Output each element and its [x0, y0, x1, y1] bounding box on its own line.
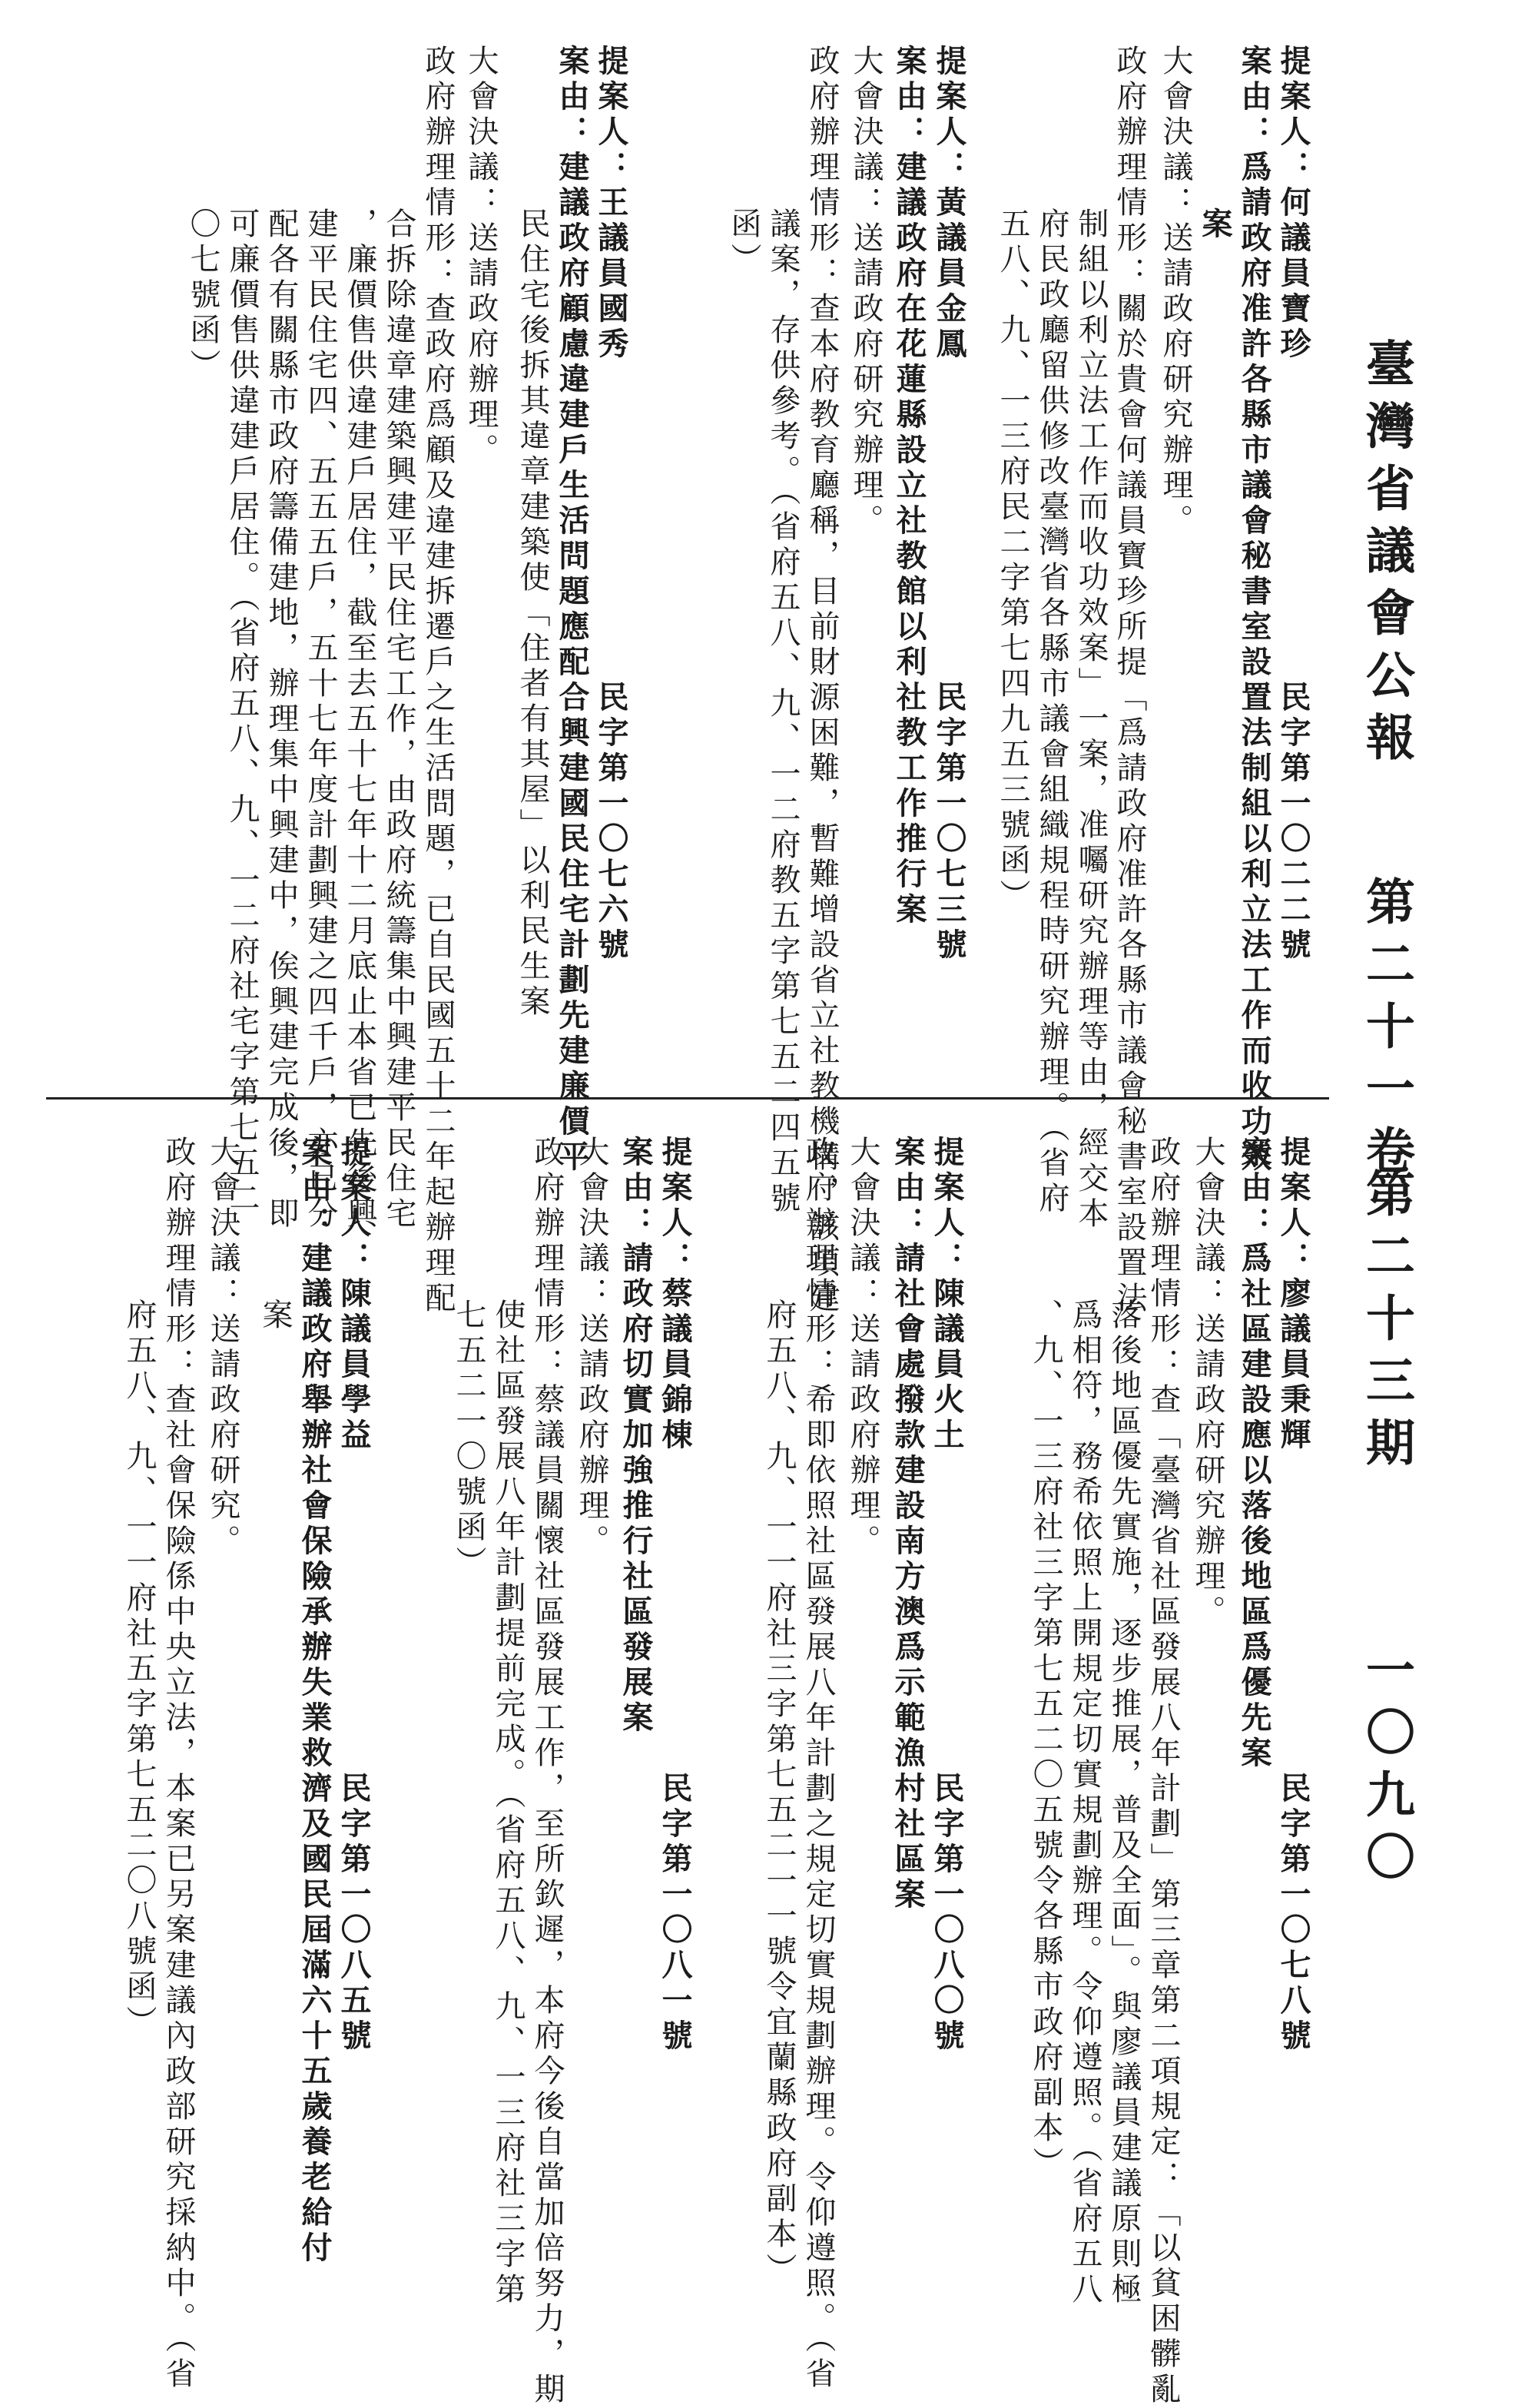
proposer-line: 提案人：陳議員火土 民字第一〇八〇號: [929, 1136, 965, 2055]
subject-line: 案: [1197, 207, 1233, 243]
proposer-line: 提案人：廖議員秉輝 民字第一〇七八號: [1275, 1136, 1311, 2055]
response-text: 、九、一三府社三字第七五二〇五號令各縣市政府副本）: [1028, 1299, 1063, 2182]
subject-line: 案由：建議政府舉辦社會保險承辦失業救濟及國民屆滿六十五歲養老給付: [297, 1136, 333, 2267]
assembly-resolution: 大會決議：送請政府辦理。: [574, 1136, 609, 1560]
government-response: 政府辦理情形：查社會保險係中央立法，本案已另案建議內政部研究採納中。（省: [161, 1136, 196, 2393]
government-response: 政府辦理情形：關於貴會何議員寶珍所提「爲請政府准許各縣市議會秘書室設置法: [1112, 45, 1147, 1317]
assembly-resolution: 大會決議：送請政府研究辦理。: [848, 45, 884, 539]
issue-number: 第二十三期: [1358, 1168, 1415, 1479]
proposer-line: 提案人：蔡議員錦棟 民字第一〇八一號: [657, 1136, 693, 2055]
response-text: 建平民住宅四、五五五戶，五十七年度計劃興建之四千戶，亦已分: [303, 207, 338, 1232]
subject-line: 民住宅後拆其違章建築使「住者有其屋」以利民生案: [515, 207, 550, 1020]
response-text: 〇七號函）: [185, 207, 220, 384]
volume-number: 第二十一卷: [1358, 876, 1415, 1187]
response-text: 使社區發展八年計劃提前完成。（省府五八、九、一三府社三字第: [490, 1299, 525, 2308]
page-number: 一〇九〇: [1358, 1644, 1415, 1893]
bulletin-title: 臺灣省議會公報: [1358, 338, 1415, 774]
response-text: 五八、九、一三府民二字第七四九五三號函）: [995, 207, 1030, 914]
response-text: 合拆除違章建築興建平民住宅工作，由政府統籌集中興建平民住宅: [381, 207, 416, 1232]
response-text: 配各有關縣市政府籌備建地，辦理集中興建中，俟興建完成後，即: [264, 207, 299, 1232]
proposer-line: 提案人：黃議員金鳳 民字第一〇七三號: [931, 45, 967, 964]
response-text: 府五八、九、一一府社三字第七五二一一號令宜蘭縣政府副本）: [761, 1299, 797, 2288]
proposer-line: 提案人：陳議員學益 民字第一〇八五號: [336, 1136, 372, 2055]
response-text: 爲相符，務希依照上開規定切實規劃辦理。令仰遵照。（省府五八: [1067, 1299, 1102, 2308]
subject-line: 案由：請社會處撥款建設南方澳爲示範漁村社區案: [890, 1136, 926, 1913]
subject-line: 案由：爲請政府准許各縣市議會秘書室設置法制組以利立法工作而收功效: [1236, 45, 1272, 1176]
assembly-resolution: 大會決議：送請政府辦理。: [463, 45, 499, 469]
response-text: 可廉價售供違建戶居住。（省府五八、九、一二府社宅字第七五二: [224, 207, 260, 1217]
subject-line: 案由：請政府切實加強推行社區發展案: [618, 1136, 654, 1736]
response-text: 制組以利立法工作而收功效案」一案，准囑研究辦理等由，經交本: [1073, 207, 1109, 1232]
government-response: 政府辦理情形：查「臺灣省社區發展八年計劃」第三章第二項規定：「以貧困髒亂: [1145, 1136, 1181, 2408]
section-divider: [46, 1097, 1329, 1100]
assembly-resolution: 大會決議：送請政府辦理。: [845, 1136, 880, 1560]
assembly-resolution: 大會決議：送請政府研究。: [205, 1136, 240, 1560]
response-text: 府民政廳留供修改臺灣省各縣市議會組織規程時研究辦理。（省府: [1034, 207, 1069, 1217]
subject-line: 案: [257, 1299, 293, 1334]
government-response: 政府辦理情形：查政府爲顧及違建拆遷戶之生活問題，已自民國五十二年起辦理配: [420, 45, 456, 1317]
government-response: 政府辦理情形：查本府教育廳稱，目前財源困難，暫難增設省立社教機構，該項建: [804, 45, 840, 1317]
assembly-resolution: 大會決議：送請政府研究辦理。: [1190, 1136, 1225, 1630]
response-text: ，廉價售供違建戶居住，截至去五十七年十二月底止本省已先後興: [342, 207, 377, 1232]
assembly-resolution: 大會決議：送請政府研究辦理。: [1158, 45, 1193, 539]
proposer-line: 提案人：何議員寶珍 民字第一〇二二號: [1275, 45, 1311, 964]
subject-line: 案由：爲社區建設應以落後地區爲優先案: [1236, 1136, 1272, 1772]
proposer-line: 提案人：王議員國秀 民字第一〇七六號: [593, 45, 629, 964]
response-text: 府五八、九、一一府社五字第七五二〇八號函）: [121, 1299, 157, 2041]
government-response: 政府辦理情形：希即依照社區發展八年計劃之規定切實規劃辦理。令仰遵照。（省: [801, 1136, 836, 2393]
response-text: 函）: [726, 207, 761, 278]
response-text: 議案，存供參考。（省府五八、九、一二府教五字第七五二四五號: [765, 207, 801, 1217]
subject-line: 案由：建議政府在花蓮縣設立社教館以利社教工作推行案: [891, 45, 927, 928]
government-response: 政府辦理情形：蔡議員關懷社區發展工作，至所欽遲，本府今後自當加倍努力，期: [529, 1136, 565, 2408]
response-text: 七五二一〇號函）: [451, 1299, 486, 1581]
subject-line: 案由：建議政府顧慮違建戶生活問題應配合興建國民住宅計劃先建廉價平: [554, 45, 590, 1176]
response-text: 落後地區優先實施，逐步推展，普及全面」。與廖議員建議原則極: [1106, 1299, 1142, 2308]
